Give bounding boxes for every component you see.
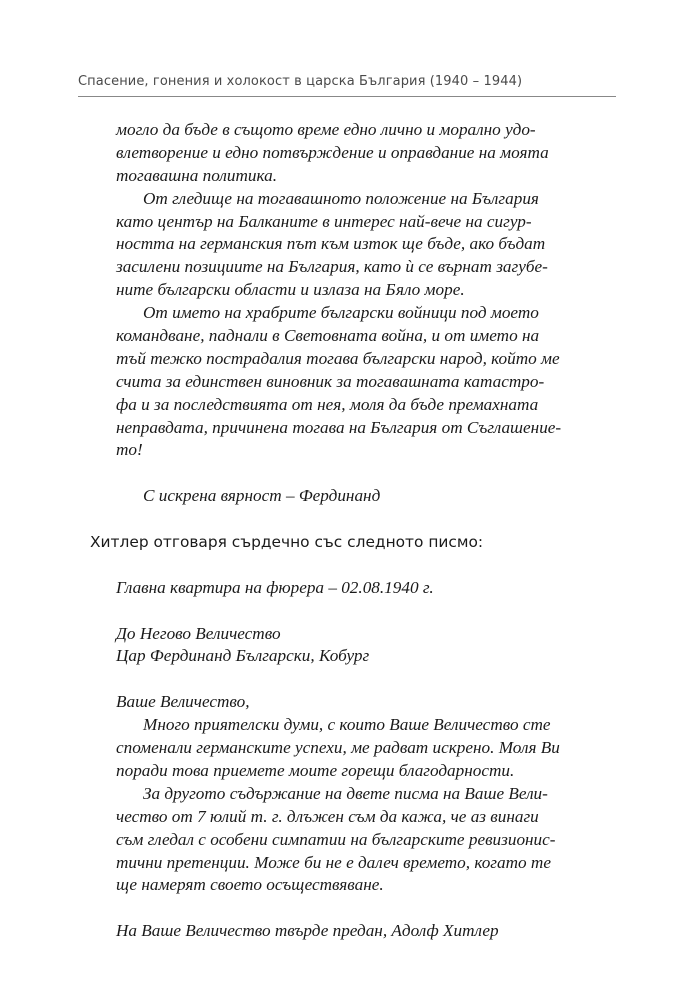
letter-hitler — [116, 577, 616, 943]
narration-line: Хитлер отговаря сърдечно със следното писмо: — [90, 533, 484, 552]
text-line: фа и за последствията от нея, моля да бъде премахната — [116, 394, 539, 414]
text-line: За другото съдържание на двете писма на Ваше Вели- — [143, 783, 548, 803]
text-line: чество от 7 юлий т. г. длъжен съм да кажа, че аз винаги — [116, 806, 539, 826]
text-line: тогавашна политика. — [116, 165, 277, 185]
text-line: ще намерят своето осъществяване. — [116, 875, 384, 895]
text-line: споменали германските успехи, ме радват искрено. Моля Ви — [116, 738, 560, 758]
text-line: то! — [116, 440, 143, 460]
text-line: От името на храбрите български войници под моето — [143, 303, 539, 323]
text-line: засилени позициите на България, като ѝ се върнат загубе- — [116, 257, 548, 277]
text-line: ните български области и излаза на Бяло море. — [116, 280, 465, 300]
text-line: От гледище на тогавашното положение на България — [143, 188, 539, 208]
text-line: неправдата, причинена тогава на България от Съглашение- — [116, 417, 562, 437]
text-line: счита за единствен виновник за тогавашната катастро- — [116, 371, 545, 391]
ferdinand-signature: С искрена вярност – Фердинанд — [143, 486, 381, 506]
text-line: Много приятелски думи, с които Ваше Величество сте — [143, 715, 551, 735]
text-line: тични претенции. Може би не е далеч времето, когато те — [116, 852, 551, 872]
text-line: ността на германския път към изток ще бъде, ако бъдат — [116, 234, 546, 254]
running-header: Спасение, гонения и холокост в царска България (1940 – 1944) — [78, 74, 523, 89]
text-line: тъй тежко пострадалия тогава български народ, който ме — [116, 348, 560, 368]
letter-ferdinand — [116, 119, 616, 508]
text-line: поради това приемете моите горещи благодарности. — [116, 760, 515, 780]
text-line: командване, паднали в Световната война, и от името на — [116, 326, 540, 346]
letter-place-date: Главна квартира на фюрера – 02.08.1940 г. — [116, 577, 434, 597]
letter-closing: На Ваше Величество твърде предан, Адолф Хитлер — [116, 921, 499, 941]
text-line: съм гледал с особени симпатии на българските ревизионис- — [116, 829, 556, 849]
text-line: могло да бъде в същото време едно лично и морално удо- — [116, 120, 536, 139]
address-line: До Негово Величество — [116, 623, 281, 643]
text-line: като център на Балканите в интерес най-вече на сигур- — [116, 211, 532, 231]
header-rule — [78, 96, 616, 97]
letter-salutation: Ваше Величество, — [116, 692, 250, 712]
address-line: Цар Фердинанд Български, Кобург — [116, 646, 370, 666]
text-line: влетворение и едно потвърждение и оправдание на моята — [116, 142, 549, 162]
page-body — [90, 119, 616, 943]
